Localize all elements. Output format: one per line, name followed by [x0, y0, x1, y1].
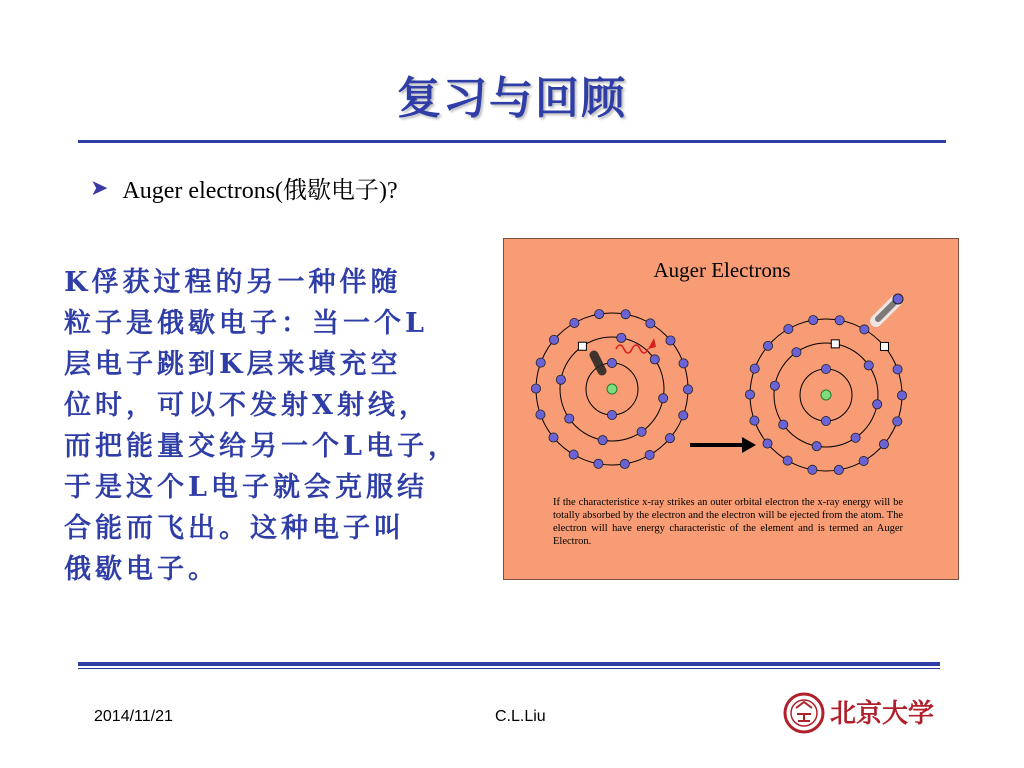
logo-text: 北京大学	[830, 699, 935, 729]
electron	[893, 417, 902, 426]
electron	[821, 364, 830, 373]
university-logo	[782, 690, 942, 736]
bullet-text: Auger electrons(俄歇电子)?	[122, 178, 398, 204]
electron	[556, 375, 565, 384]
electron	[665, 434, 674, 443]
electron	[621, 310, 630, 319]
nucleus	[607, 384, 617, 394]
electron	[569, 450, 578, 459]
pku-seal-icon	[782, 690, 942, 736]
electron	[595, 309, 604, 318]
body-line: K俘获过程的另一种伴随	[64, 267, 402, 298]
electron	[570, 318, 579, 327]
electron	[873, 400, 882, 409]
electron	[821, 416, 830, 425]
xray-arrow-icon	[648, 338, 656, 349]
electron	[679, 359, 688, 368]
slide-title: 复习与回顾	[397, 73, 627, 124]
electron	[860, 325, 869, 334]
electron	[812, 442, 821, 451]
electron-vacancy	[578, 342, 586, 350]
electron	[620, 459, 629, 468]
electron	[607, 358, 616, 367]
footer-date: 2014/11/21	[94, 708, 173, 725]
body-line: 于是这个L电子就会克服结	[64, 472, 428, 503]
body-paragraph	[64, 262, 474, 590]
electron	[808, 465, 817, 474]
electron	[893, 365, 902, 374]
footer-author: C.L.Liu	[495, 708, 546, 725]
electron	[859, 456, 868, 465]
electron	[607, 410, 616, 419]
electron	[646, 319, 655, 328]
electron	[536, 358, 545, 367]
bullet-item	[90, 170, 398, 205]
figure-title: Auger Electrons	[653, 258, 791, 282]
electron	[683, 385, 692, 394]
electron	[864, 361, 873, 370]
arrow-head-icon	[742, 437, 756, 453]
electron	[783, 456, 792, 465]
body-line: 位时，可以不发射X射线，	[64, 390, 430, 421]
auger-diagram	[503, 238, 959, 580]
electron	[763, 341, 772, 350]
xray-wave-icon	[616, 345, 648, 353]
footer-divider	[78, 662, 940, 666]
electron	[637, 427, 646, 436]
body-line: 粒子是俄歇电子：当一个L	[64, 308, 428, 339]
body-line: 层电子跳到K层来填充空	[64, 349, 402, 380]
electron	[617, 333, 626, 342]
electron	[549, 335, 558, 344]
electron	[763, 439, 772, 448]
electron	[750, 364, 759, 373]
electron-vacancy	[880, 342, 888, 350]
electron	[784, 324, 793, 333]
electron	[666, 336, 675, 345]
body-line: 而把能量交给另一个L电子，	[64, 431, 459, 462]
body-line: 俄歇电子。	[64, 554, 219, 585]
nucleus	[821, 390, 831, 400]
bullet-arrow-icon: ➤	[90, 174, 109, 200]
electron	[645, 450, 654, 459]
electron	[594, 459, 603, 468]
electron	[770, 381, 779, 390]
electron	[851, 433, 860, 442]
electron	[809, 315, 818, 324]
electron	[834, 465, 843, 474]
electron-vacancy	[831, 340, 839, 348]
electron	[750, 416, 759, 425]
electron	[745, 390, 754, 399]
electron	[897, 391, 906, 400]
electron	[879, 440, 888, 449]
title-divider	[78, 140, 946, 143]
footer-divider-thin	[78, 668, 940, 669]
electron	[598, 436, 607, 445]
electron	[679, 411, 688, 420]
electron	[792, 348, 801, 357]
electron	[531, 384, 540, 393]
electron	[549, 433, 558, 442]
electron	[565, 414, 574, 423]
electron	[650, 355, 659, 364]
figure-caption: If the characteristice x-ray strikes an outer orbital electron the x-ray energy will be totally absorbed by the electron and the electron will be ejected from the atom. The electron will have energy characteristic of the element and is termed an Auger Electron.	[553, 497, 903, 547]
electron	[835, 316, 844, 325]
body-line: 合能而飞出。这种电子叫	[64, 513, 405, 544]
electron	[659, 394, 668, 403]
electron	[536, 410, 545, 419]
electron	[779, 420, 788, 429]
ejected-electron	[893, 294, 903, 304]
